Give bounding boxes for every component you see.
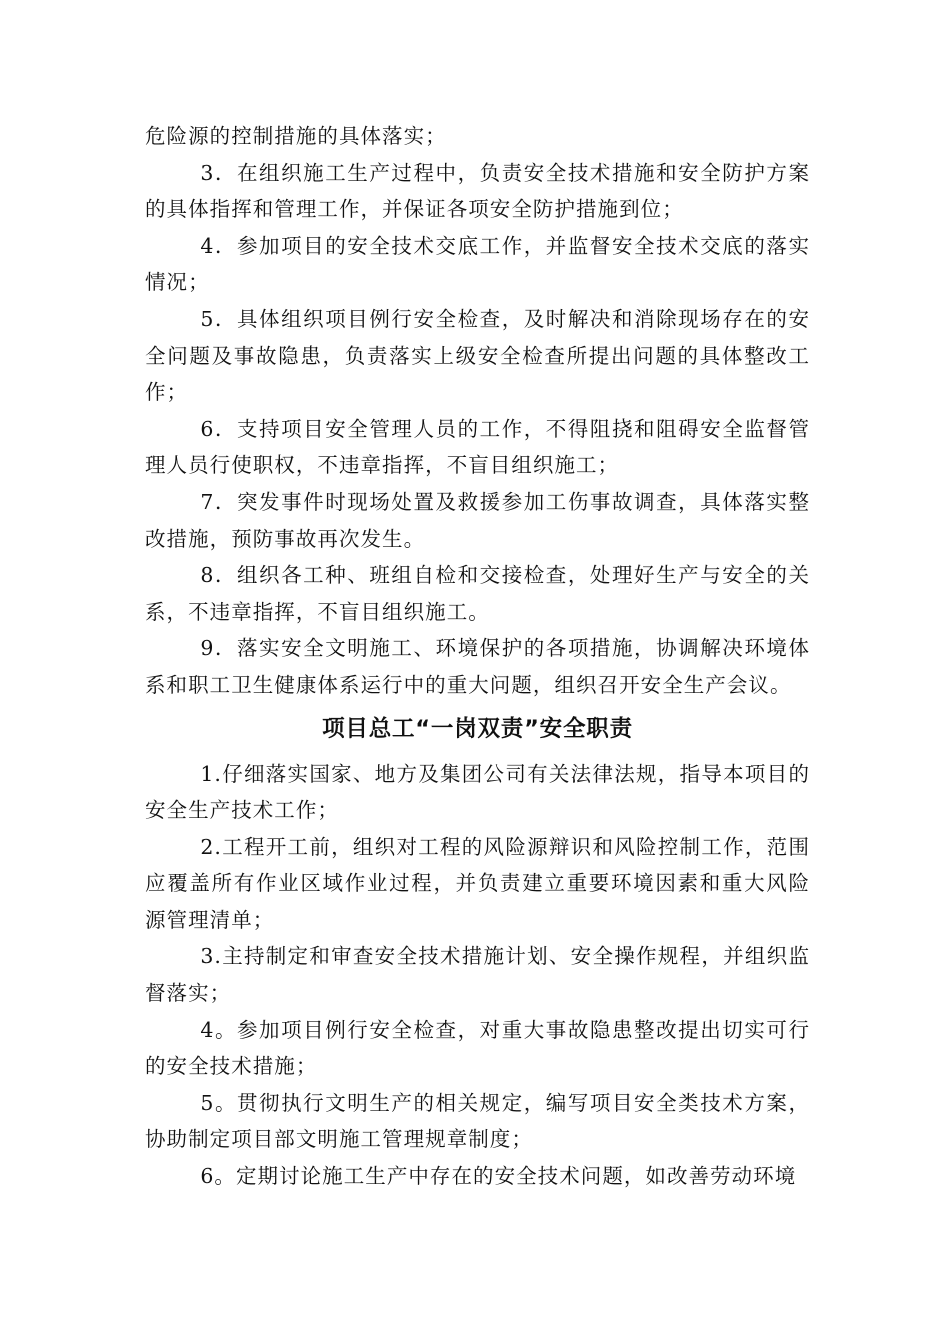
duty-item-4: 4。参加项目例行安全检查，对重大事故隐患整改提出切实可行的安全技术措施； xyxy=(145,1017,810,1079)
duty-item-1: 1.仔细落实国家、地方及集团公司有关法律法规，指导本项目的安全生产技术工作； xyxy=(145,761,810,823)
paragraph-item-8: 8．组织各工种、班组自检和交接检查，处理好生产与安全的关系，不违章指挥，不盲目组织施工。 xyxy=(145,563,810,624)
duty-item-5: 5。贯彻执行文明生产的相关规定，编写项目安全类技术方案，协助制定项目部文明施工管理规章制度； xyxy=(145,1090,810,1152)
paragraph-item-7: 7．突发事件时现场处置及救援参加工伤事故调查，具体落实整改措施，预防事故再次发生。 xyxy=(145,489,810,551)
duty-item-2: 2.工程开工前，组织对工程的风险源辩识和风险控制工作，范围应覆盖所有作业区域作业过程，并负责建立重要环境因素和重大风险源管理清单； xyxy=(145,834,810,932)
paragraph-item-4: 4．参加项目的安全技术交底工作，并监督安全技术交底的落实情况； xyxy=(145,233,810,295)
duty-item-3: 3.主持制定和审查安全技术措施计划、安全操作规程，并组织监督落实； xyxy=(145,944,810,1006)
duty-item-6: 6。定期讨论施工生产中存在的安全技术问题，如改善劳动环境 xyxy=(200,1164,797,1189)
paragraph-item-3: 3．在组织施工生产过程中，负责安全技术措施和安全防护方案的具体指挥和管理工作，并保证各项安全防护措施到位； xyxy=(145,160,810,222)
paragraph-item-9: 9．落实安全文明施工、环境保护的各项措施，协调解决环境体系和职工卫生健康体系运行中的重大问题，组织召开安全生产会议。 xyxy=(145,636,810,697)
paragraph-item-6: 6．支持项目安全管理人员的工作，不得阻挠和阻碍安全监督管理人员行使职权，不违章指挥，不盲目组织施工； xyxy=(145,416,810,478)
document-page xyxy=(145,118,810,1195)
paragraph-item-5: 5．具体组织项目例行安全检查，及时解决和消除现场存在的安全问题及事故隐患，负责落实上级安全检查所提出问题的具体整改工作； xyxy=(145,306,810,405)
section-title: 项目总工“一岗双责”安全职责 xyxy=(322,715,633,742)
paragraph-continuation: 危险源的控制措施的具体落实； xyxy=(145,124,447,148)
